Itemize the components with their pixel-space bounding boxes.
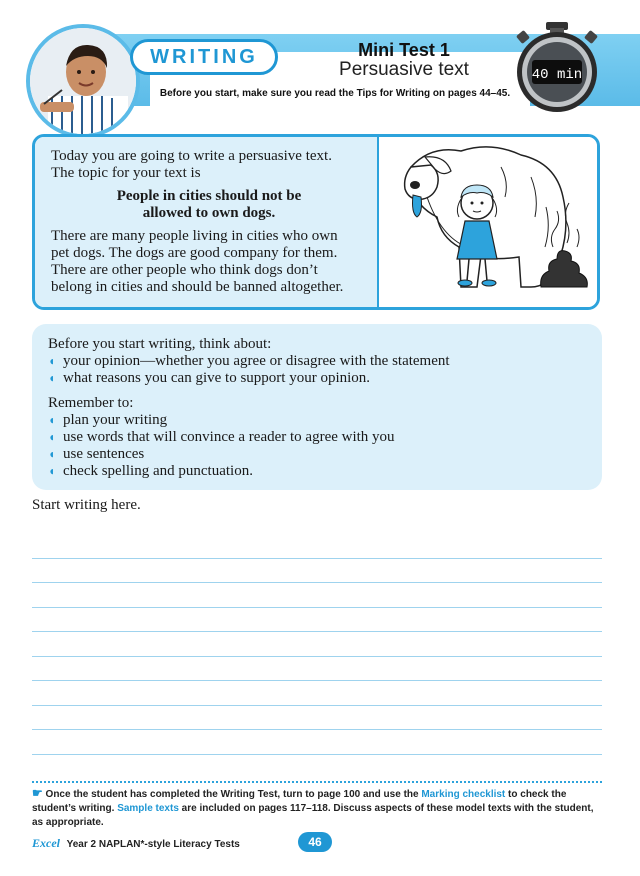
writing-line[interactable] <box>32 632 602 657</box>
brand-logo: Excel <box>32 836 60 850</box>
timer-display: 40 min <box>531 67 583 83</box>
topic-box <box>32 134 600 310</box>
bullet-icon: ◖ <box>48 413 56 427</box>
list-item: ◖ use sentences <box>48 446 145 462</box>
pointing-hand-icon: ☛ <box>32 786 43 800</box>
bullet-icon: ◖ <box>48 464 56 478</box>
bullet-icon: ◖ <box>48 430 56 444</box>
writing-line[interactable] <box>32 608 602 633</box>
page-number: 46 <box>298 832 332 852</box>
sample-texts-link[interactable]: Sample texts <box>117 803 179 814</box>
writing-line[interactable] <box>32 730 602 755</box>
list-item: ◖ check spelling and punctuation. <box>48 463 253 479</box>
body-line: belong in cities and should be banned altogether. <box>51 279 344 295</box>
topic-line: The topic for your text is <box>51 165 201 181</box>
start-writing-label: Start writing here. <box>32 497 141 513</box>
topic-body <box>51 228 367 296</box>
teacher-note: ☛ Once the student has completed the Writing Test, turn to page 100 and use the Marking checklist to check the student’s writing. Sample texts are included on pages 117–118. Discuss aspects of these model texts with the student, as appropriate. <box>32 786 594 828</box>
writing-line[interactable] <box>32 657 602 682</box>
topic-text-panel <box>35 137 379 307</box>
book-title: Year 2 NAPLAN*-style Literacy Tests <box>66 839 240 850</box>
test-title: Mini Test 1 <box>358 40 450 60</box>
writing-line[interactable] <box>32 559 602 584</box>
marking-checklist-link[interactable]: Marking checklist <box>421 789 506 800</box>
student-photo <box>26 24 140 138</box>
page-footer <box>32 836 240 851</box>
think-heading: Before you start writing, think about: <box>48 336 272 352</box>
writing-line[interactable] <box>32 681 602 706</box>
divider <box>32 781 602 783</box>
writing-line[interactable] <box>32 706 602 731</box>
bullet-icon: ◖ <box>48 371 56 385</box>
writing-lines[interactable] <box>32 534 602 755</box>
statement-line-1: People in cities should not be <box>116 188 302 204</box>
bullet-icon: ◖ <box>48 447 56 461</box>
writing-line[interactable] <box>32 583 602 608</box>
statement-line-2: allowed to own dogs. <box>142 205 276 221</box>
list-item: ◖ plan your writing <box>48 412 168 428</box>
think-list <box>48 353 602 387</box>
topic-intro: Today you are going to write a persuasive text. <box>51 148 332 164</box>
dog-and-girl-illustration <box>381 137 597 307</box>
tips-note: Before you start, make sure you read the Tips for Writing on pages 44–45. <box>159 88 511 99</box>
page-header <box>0 22 640 112</box>
body-line: There are other people who think dogs don’t <box>51 262 318 278</box>
writing-line[interactable] <box>32 534 602 559</box>
list-item: ◖ what reasons you can give to support your opinion. <box>48 370 371 386</box>
stopwatch-icon <box>512 22 602 114</box>
body-line: There are many people living in cities who own <box>51 228 338 244</box>
topic-statement <box>51 188 367 222</box>
bullet-icon: ◖ <box>48 354 56 368</box>
remember-heading: Remember to: <box>48 395 134 411</box>
test-subtitle: Persuasive text <box>339 59 469 80</box>
remember-list <box>48 412 602 480</box>
list-item: ◖ your opinion—whether you agree or disagree with the statement <box>48 353 450 369</box>
section-label: WRITING <box>130 39 278 75</box>
instructions-box <box>32 324 602 490</box>
list-item: ◖ use words that will convince a reader to agree with you <box>48 429 395 445</box>
body-line: pet dogs. The dogs are good company for them. <box>51 245 338 261</box>
